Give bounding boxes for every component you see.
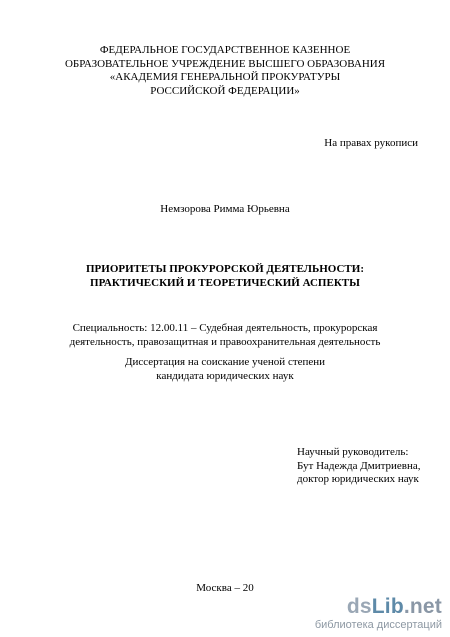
- dissertation-title: [0, 263, 450, 290]
- author-name: Немзорова Римма Юрьевна: [160, 203, 290, 215]
- manuscript-note: На правах рукописи: [324, 137, 418, 149]
- degree-block: [0, 356, 450, 383]
- supervisor-line: Научный руководитель:: [297, 446, 409, 458]
- logo-part: Lib: [371, 595, 404, 618]
- specialty-line: деятельность, правозащитная и правоохранительная деятельность: [69, 335, 381, 348]
- dslib-watermark: [315, 596, 442, 631]
- supervisor-line: доктор юридических наук: [297, 473, 419, 485]
- logo-part: .net: [403, 595, 442, 618]
- specialty-line: Специальность: 12.00.11 – Судебная деятельность, прокурорская: [72, 322, 378, 334]
- degree-line: кандидата юридических наук: [156, 369, 294, 382]
- header-line: РОССИЙСКОЙ ФЕДЕРАЦИИ»: [150, 84, 300, 97]
- title-line: ПРИОРИТЕТЫ ПРОКУРОРСКОЙ ДЕЯТЕЛЬНОСТИ:: [86, 263, 364, 275]
- dslib-logo: [315, 596, 442, 618]
- dslib-subtitle: библиотека диссертаций: [314, 619, 442, 631]
- institution-header: [0, 44, 450, 98]
- supervisor-block: [297, 446, 421, 487]
- degree-line: Диссертация на соискание ученой степени: [124, 356, 326, 368]
- logo-part: ds: [346, 595, 372, 618]
- header-line: ФЕДЕРАЛЬНОЕ ГОСУДАРСТВЕННОЕ КАЗЕННОЕ: [99, 44, 351, 56]
- header-line: ОБРАЗОВАТЕЛЬНОЕ УЧРЕЖДЕНИЕ ВЫСШЕГО ОБРАЗОВАНИЯ: [64, 57, 386, 70]
- city-year: Москва – 20: [196, 582, 254, 594]
- title-line: ПРАКТИЧЕСКИЙ И ТЕОРЕТИЧЕСКИЙ АСПЕКТЫ: [90, 276, 360, 289]
- specialty-block: [0, 322, 450, 349]
- supervisor-line: Бут Надежда Дмитриевна,: [297, 459, 421, 472]
- header-line: «АКАДЕМИЯ ГЕНЕРАЛЬНОЙ ПРОКУРАТУРЫ: [109, 71, 341, 83]
